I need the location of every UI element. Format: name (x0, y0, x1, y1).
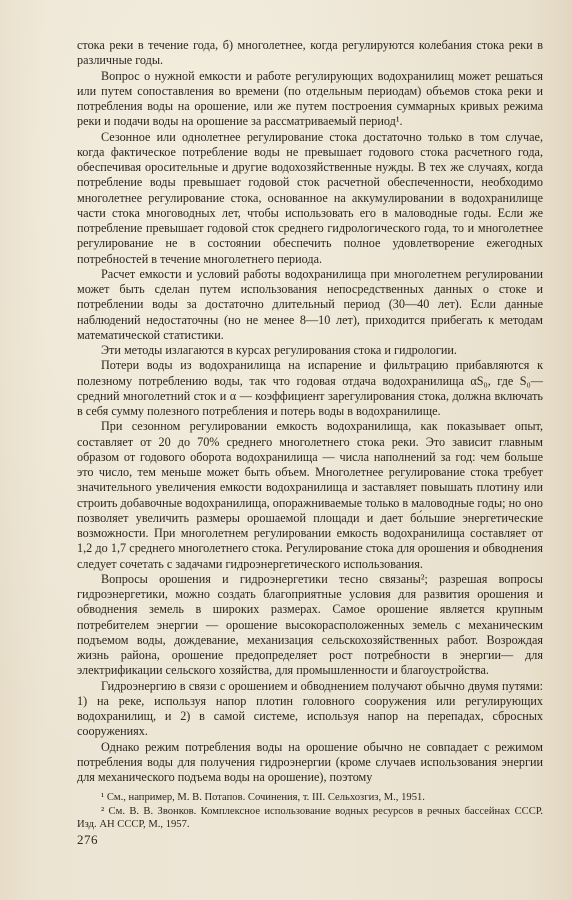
paragraph-calculation: Расчет емкости и условий работы водохранилища при многолетнем регулировании может быть сделан путем использования непосредственных данных о стоке и потреблении воды за достаточно длительный период (30—40 лет). Если данные наблюдений недостаточны (но не менее 8—10 лет), приходится прибегать к методам математической статистики. (77, 266, 543, 342)
footnotes (77, 785, 543, 832)
footnote-2: ² См. В. В. Звонков. Комплексное использование водных ресурсов в речных бассейнах СССР. Изд. АН СССР, М., 1957. (77, 805, 543, 830)
footnote-1: ¹ См., например, М. В. Потапов. Сочинения, т. III. Сельхозгиз, М., 1951. (101, 792, 425, 803)
paragraph-hydroenergy-paths: Гидроэнергию в связи с орошением и обводнением получают обычно двумя путями: 1) на реке, используя напор плотин головного сооружения или регулирующих водохранилищ, и 2) в самой системе, используя напор на перепадах, сбросных сооружениях. (77, 678, 543, 739)
main-text (77, 38, 543, 785)
paragraph-reservoir-capacity: Вопрос о нужной емкости и работе регулирующих водохранилищ может решаться или путем сопоставления во времени (по отдельным периодам) объемов стока реки и потребления воды на орошение, или же путем построения суммарных кривых режима реки и подачи воды на орошение за рассматриваемый период¹. (77, 68, 543, 129)
paragraph-seasonal-regulation: Сезонное или однолетнее регулирование стока достаточно только в том случае, когда фактическое потребление воды не превышает годового стока расчетного года, обеспечивая оросительные и другие водохозяйственные нужды. В тех же случаях, когда потребление воды превышает годовой сток расчетной обеспеченности, необходимо многолетнее регулирование стока, основанное на аккумулировании в водохранилище части стока многоводных лет, чтобы использовать его в маловодные годы. Если же потребление превышает годовой сток среднего гидрологического года, то и многолетнее регулирование не в состоянии обеспечить полное удовлетворение ежегодных потребностей в течение многолетнего периода. (77, 129, 543, 266)
paragraph-continuation: стока реки в течение года, б) многолетнее, когда регулируются колебания стока реки в различные годы. (77, 38, 543, 68)
page-number: 276 (77, 832, 98, 847)
paragraph-water-losses: Потери воды из водохранилища на испарение и фильтрацию прибавляются к полезному потреблению воды, так что годовая отдача водохранилища αS₀, где S₀—средний многолетний сток и α — коэффициент зарегулирования стока, должна включать в себя сумму полезного потребления и потерь воды в водохранилище. (77, 358, 543, 418)
paragraph-consumption-regime: Однако режим потребления воды на орошение обычно не совпадает с режимом потребления воды для получения гидроэнергии (кроме случаев использования энергии для механического подъема воды на орошение), поэтому (77, 739, 543, 784)
paragraph-hydropower: Вопросы орошения и гидроэнергетики тесно связаны²; разрешая вопросы гидроэнергетики, можно создать благоприятные условия для развития орошения и обводнения земель в широких размерах. Самое орошение является крупным потребителем энергии — орошение высокорасположенных земель с механическим подъемом воды, дождевание, механизация сельскохозяйственных работ. Возрождая жизнь района, орошение предопределяет рост потребности в энергии— для электрификации сельского хозяйства, для промышленности и благоустройства. (77, 571, 543, 678)
paragraph-methods: Эти методы излагаются в курсах регулирования стока и гидрологии. (101, 343, 457, 357)
paragraph-seasonal-capacity: При сезонном регулировании емкость водохранилища, как показывает опыт, составляет от 20 до 70% среднего многолетнего стока реки. Это зависит главным образом от годового оборота водохранилища — числа наполнений за год: чем больше это число, тем меньше может быть объем. Многолетнее регулирование стока требует значительного увеличения емкости водохранилища и заставляет повышать плотину или строить добавочные водохранилища, опоражниваемые только в маловодные годы; но оно позволяет увеличить размеры орошаемой площади и дает бо́льшие энергетические возможности. При многолетнем регулировании емкость водохранилища составляет от 1,2 до 1,7 среднего многолетнего стока. Регулирование стока для орошения и обводнения следует сочетать с задачами гидроэнергетического использования. (77, 419, 543, 571)
